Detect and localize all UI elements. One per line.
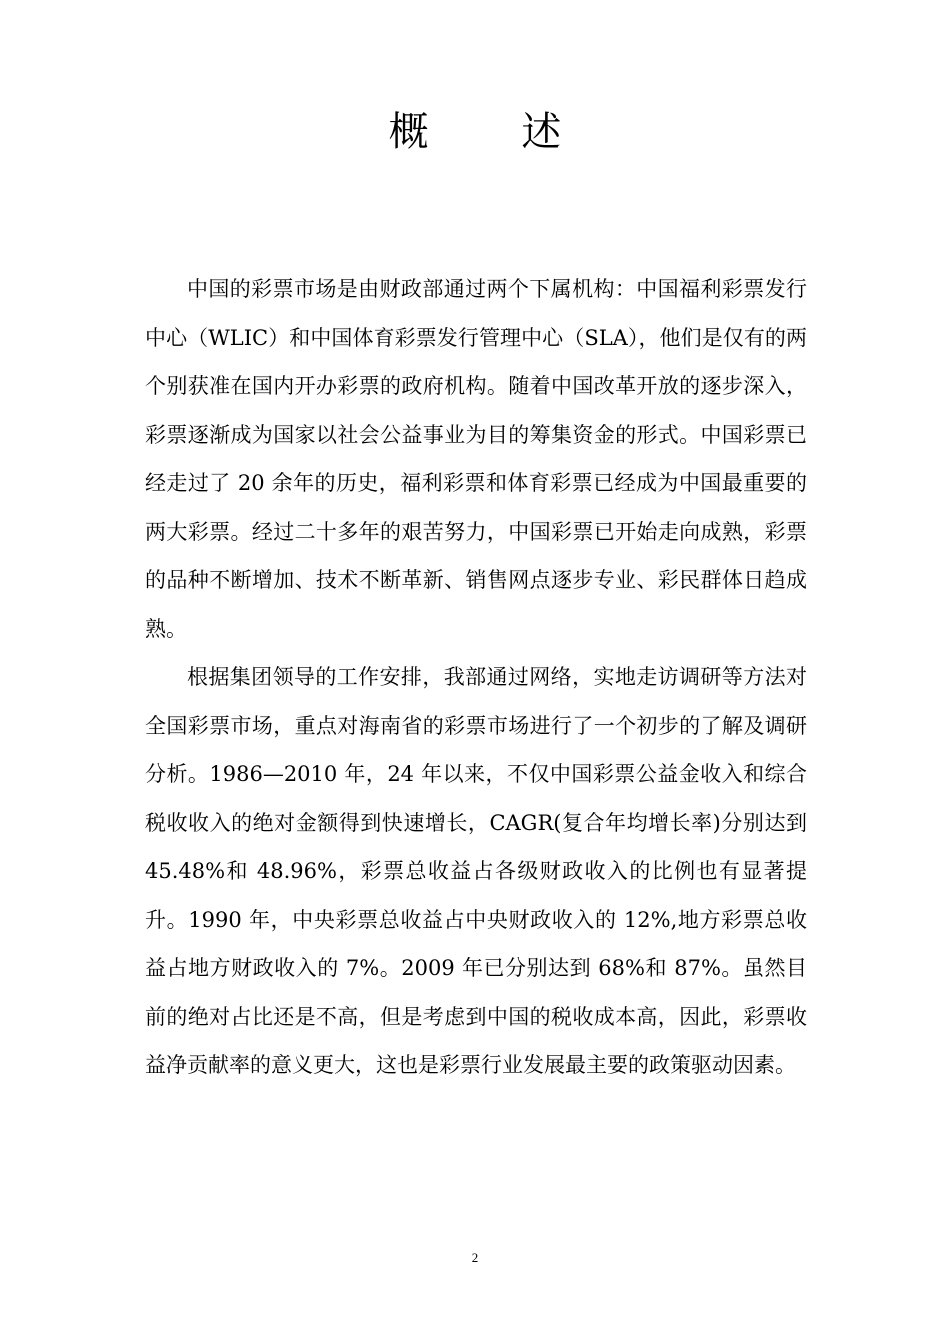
page-title: 概 述	[388, 109, 602, 155]
paragraph-1: 中国的彩票市场是由财政部通过两个下属机构：中国福利彩票发行中心（WLIC）和中国体育彩票发行管理中心（SLA），他们是仅有的两个别获准在国内开办彩票的政府机构。随着中国改革开放的逐步深入，彩票逐渐成为国家以社会公益事业为目的筹集资金的形式。中国彩票已经走过了 20 余年的历史，福利彩票和体育彩票已经成为中国最重要的两大彩票。经过二十多年的艰苦努力，中国彩票已开始走向成熟，彩票的品种不断增加、技术不断革新、销售网点逐步专业、彩民群体日趋成熟。	[145, 277, 807, 641]
paragraph-2: 根据集团领导的工作安排，我部通过网络，实地走访调研等方法对全国彩票市场，重点对海南省的彩票市场进行了一个初步的了解及调研分析。1986—2010 年，24 年以来，不仅中国彩票公益金收入和综合税收收入的绝对金额得到快速增长，CAGR(复合年均增长率)分别达到 45.48%和 48.96%，彩票总收益占各级财政收入的比例也有显著提升。1990 年，中央彩票总收益占中央财政收入的 12%,地方彩票总收益占地方财政收入的 7%。2009 年已分别达到 68%和 87%。虽然目前的绝对占比还是不高，但是考虑到中国的税收成本高，因此，彩票收益净贡献率的意义更大，这也是彩票行业发展最主要的政策驱动因素。	[145, 665, 807, 1077]
body-text	[145, 265, 807, 1090]
page-number: 2	[471, 1250, 479, 1265]
